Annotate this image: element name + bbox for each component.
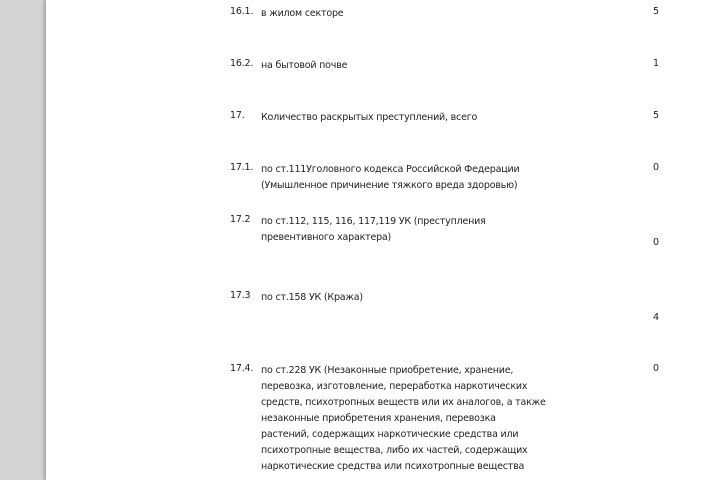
row-description-line: средств, психотропных веществ или их аналогов, а также: [261, 397, 546, 408]
row-value: 5: [652, 6, 660, 17]
row-description-line: превентивного характера): [261, 232, 392, 243]
row-description-line: Количество раскрытых преступлений, всего: [261, 112, 478, 123]
row-value: 0: [652, 363, 660, 374]
row-description-line: растений, содержащих наркотические средства или: [261, 429, 519, 440]
row-value: 4: [652, 312, 660, 323]
row-description: [261, 58, 531, 74]
row-description-line: в жилом секторе: [261, 8, 344, 19]
row-description-line: на бытовой почве: [261, 60, 348, 71]
row-number: 17.2: [230, 214, 251, 225]
row-description: [261, 6, 531, 22]
row-description-line: по ст.158 УК (Кража): [261, 292, 363, 303]
row-description: [261, 363, 546, 475]
row-number: 16.2.: [230, 58, 254, 69]
row-description-line: незаконные приобретения хранения, перевозка: [261, 413, 496, 424]
row-number: 17.1.: [230, 162, 254, 173]
row-description: [261, 214, 531, 246]
row-description: [261, 110, 531, 126]
document-page: [46, 0, 720, 480]
row-description: [261, 290, 531, 306]
row-description-line: наркотические средства или психотропные вещества: [261, 461, 525, 472]
row-value: 0: [652, 237, 660, 248]
row-number: 16.1.: [230, 6, 254, 17]
row-number: 17.3: [230, 290, 251, 301]
row-value: 1: [652, 58, 660, 69]
row-value: 0: [652, 162, 660, 173]
row-number: 17.: [230, 110, 245, 121]
row-description-line: по ст.112, 115, 116, 117,119 УК (преступления: [261, 216, 486, 227]
row-description-line: (Умышленное причинение тяжкого вреда здоровью): [261, 180, 518, 191]
row-description-line: перевозка, изготовление, переработка наркотических: [261, 381, 528, 392]
row-description-line: по ст.111Уголовного кодекса Российской Федерации: [261, 164, 520, 175]
row-number: 17.4.: [230, 363, 254, 374]
row-description: [261, 162, 531, 194]
row-value: 5: [652, 110, 660, 121]
row-description-line: психотропные вещества, либо их частей, содержащих: [261, 445, 528, 456]
row-description-line: по ст.228 УК (Незаконные приобретение, хранение,: [261, 365, 514, 376]
